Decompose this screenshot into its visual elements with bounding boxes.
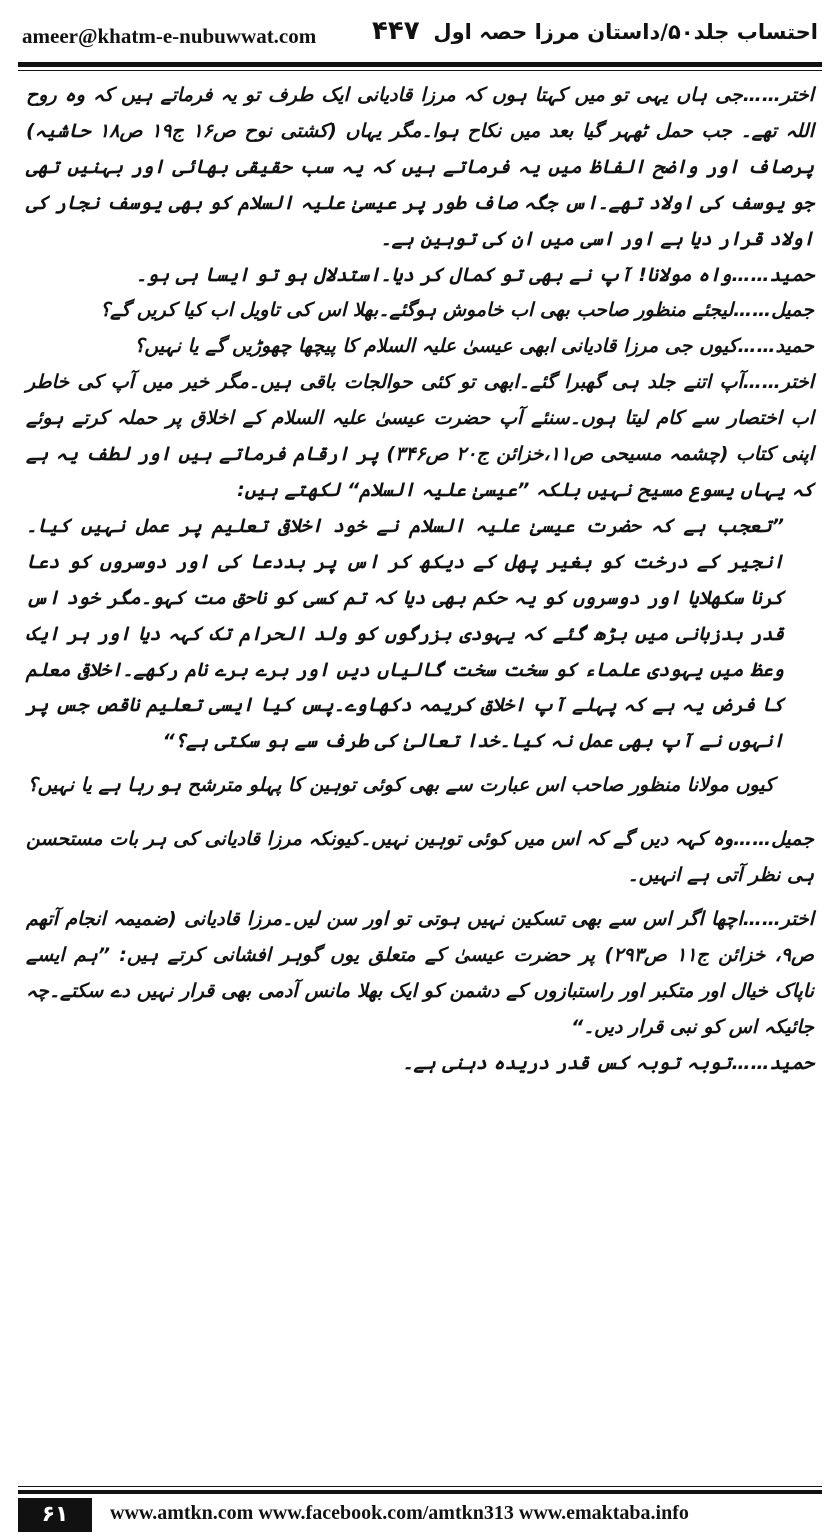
footer-links: www.amtkn.com www.facebook.com/amtkn313 www.emaktaba.info <box>110 1502 689 1524</box>
page-number: ۴۴۷ <box>372 16 420 46</box>
folio-number: ۶۱ <box>18 1498 92 1532</box>
header-rule <box>18 62 822 67</box>
footer-rule <box>18 1490 822 1494</box>
spacer <box>26 760 814 768</box>
header-email: ameer@khatm-e-nubuwwat.com <box>22 24 317 48</box>
spacer <box>26 894 814 902</box>
paragraph: حمید……توبہ توبہ کس قدر دریدہ دہنی ہے۔ <box>402 1051 814 1074</box>
spacer <box>26 804 814 822</box>
paragraph: اختر……اچھا اگر اس سے بھی تسکین نہیں ہوتی تو اور سن لیں۔مرزا قادیانی (ضمیمہ انجام آتھم ص۹، خزائن ج۱۱ ص۲۹۳) پر حضرت عیسیٰ کے متعلق یوں گوہر افشانی کرتے ہیں: ”ہم ایسے ناپاک خیال اور متکبر اور راستبازوں کے دشمن کو ایک بھلا مانس آدمی بھی قرار نہیں دے سکتے۔چہ جائیکہ اس کو نبی قرار دیں۔“ <box>26 907 814 1038</box>
paragraph: اختر……آپ اتنے جلد ہی گھبرا گئے۔ابھی تو کئی حوالجات باقی ہیں۔مگر خیر میں آپ کی خاطر اب اختصار سے کام لیتا ہوں۔سنئے آپ حضرت عیسیٰ علیہ السلام کے اخلاق پر حملہ کرتے ہوئے اپنی کتاب (چشمہ مسیحی ص۱۱،خزائن ج۲۰ ص۳۴۶) پر ارقام فرماتے ہیں اور لطف یہ ہے کہ یہاں یسوع مسیح نہیں بلکہ ”عیسیٰ علیہ السلام“ لکھتے ہیں: <box>26 371 815 501</box>
body-text <box>26 78 814 1081</box>
page-header <box>22 14 818 56</box>
footer-rule-thin <box>18 1486 822 1487</box>
question-paragraph: کیوں مولانا منظور صاحب اس عبارت سے بھی کوئی توہین کا پہلو مترشح ہو رہا ہے یا نہیں؟ <box>27 774 774 797</box>
paragraph: اختر……جی ہاں یہی تو میں کہتا ہوں کہ مرزا قادیانی ایک طرف تو یہ فرماتے ہیں کہ وہ روح اللہ تھے۔ جب حمل ٹھہر گیا بعد میں نکاح ہوا۔مگر یہاں (کشتی نوح ص۱۶ ج۱۹ ص۱۸ حاشیہ) پرصاف اور واضح الفاظ میں یہ فرماتے ہیں کہ یہ سب حقیقی بھائی اور بہنیں تھی جو یوسف کی اولاد تھے۔اس جگہ صاف طور پر عیسیٰ علیہ السلام کو بھی یوسف نجار کی اولاد قرار دیا ہے اور اسی میں ان کی توہین ہے۔ <box>26 84 814 250</box>
header-rule-thin <box>18 70 822 71</box>
book-title: احتساب جلد۵۰/داستان مرزا حصہ اول <box>433 20 818 44</box>
block-quote: ”تعجب ہے کہ حضرت عیسیٰ علیہ السلام نے خود اخلاقی تعلیم پر عمل نہیں کیا۔انجیر کے درخت کو بغیر پھل کے دیکھ کر اس پر بددعا کی اور دوسروں کو دعا کرنا سکھلایا اور دوسروں کو یہ حکم بھی دیا کہ تم کسی کو ناحق مت کہو۔مگر خود اس قدر بدزبانی میں بڑھ گئے کہ یہودی بزرگوں کو ولد الحرام تک کہہ دیا اور ہر ایک وعظ میں یہودی علماء کو سخت سخت گالیاں دیں اور برے برے نام رکھے۔اخلاقی معلم کا فرض یہ ہے کہ پہلے آپ اخلاق کریمہ دکھاوے۔پس کیا ایسی تعلیم ناقص جس پر انہوں نے آپ بھی عمل نہ کیا۔خدا تعالیٰ کی طرف سے ہو سکتی ہے؟“ <box>26 514 784 753</box>
paragraph: جمیل……لیجئے منظور صاحب بھی اب خاموش ہوگئے۔بھلا اس کی تاویل اب کیا کریں گے؟ <box>99 299 814 322</box>
page-footer <box>18 1486 822 1534</box>
paragraph: جمیل……وہ کہہ دیں گے کہ اس میں کوئی توہین نہیں۔کیونکہ مرزا قادیانی کی ہر بات مستحسن ہی نظر آتی ہے انہیں۔ <box>26 828 814 887</box>
paragraph: حمید……واہ مولانا! آپ نے بھی تو کمال کر دیا۔استدلال ہو تو ایسا ہی ہو۔ <box>135 263 814 286</box>
paragraph: حمید……کیوں جی مرزا قادیانی ابھی عیسیٰ علیہ السلام کا پیچھا چھوڑیں گے یا نہیں؟ <box>134 335 814 358</box>
